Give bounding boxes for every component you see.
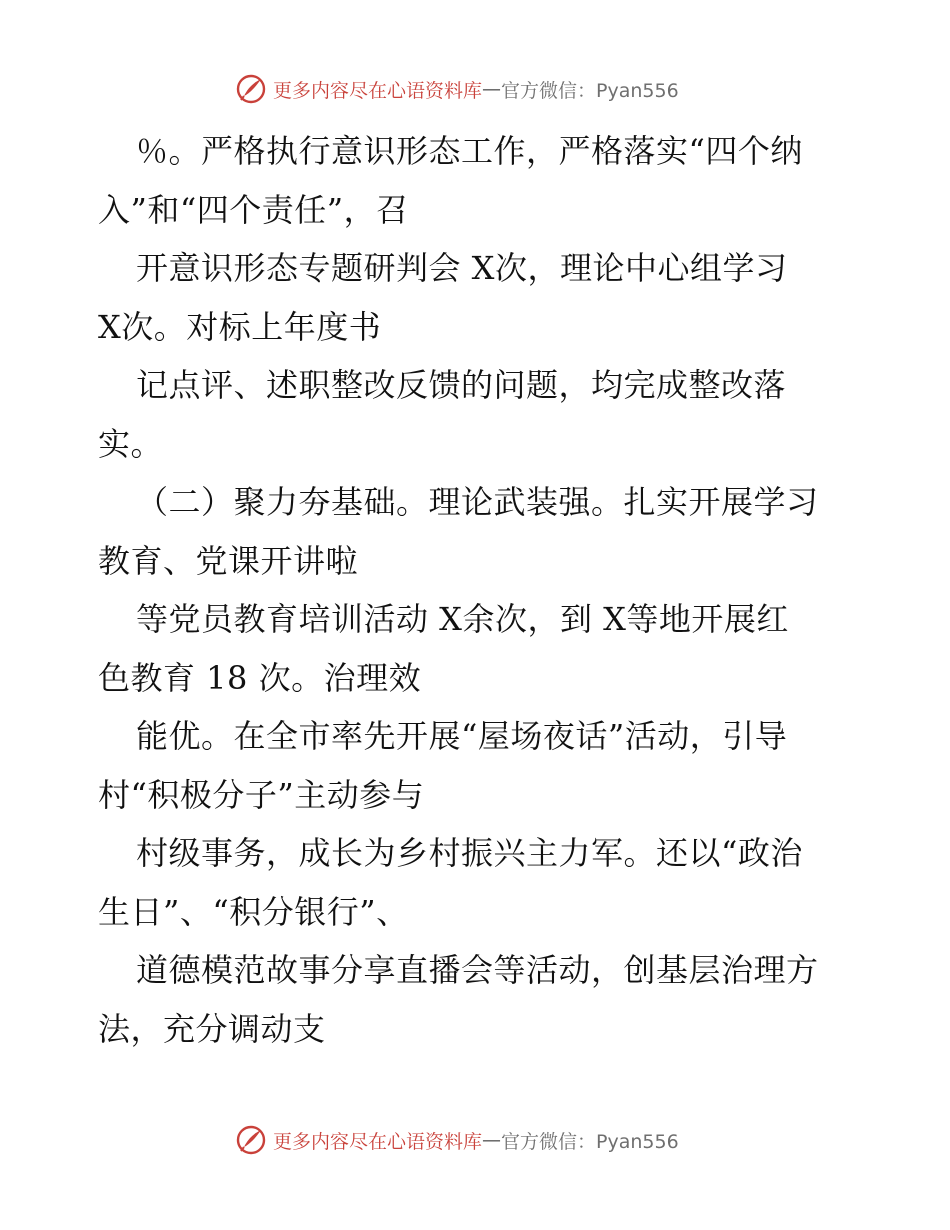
text-line: 入”和“四个责任”，召 <box>98 190 409 229</box>
quill-logo-icon <box>235 73 267 105</box>
text-line: 教育、党课开讲啦 <box>98 541 359 580</box>
watermark-contact: 官方微信：Pyan556 <box>501 1130 679 1153</box>
text-line: 记点评、述职整改反馈的问题，均完成整改落 <box>136 366 787 404</box>
text-line: 等党员教育培训活动 X余次，到 X等地开展红 <box>136 600 789 638</box>
watermark-brand: 更多内容尽在心语资料库 <box>273 1130 483 1153</box>
text-line: 村“积极分子”主动参与 <box>98 775 425 814</box>
quill-logo-icon <box>235 1124 267 1156</box>
text-line: 能优。在全市率先开展“屋场夜话”活动，引导 <box>136 717 788 755</box>
text-line: 开意识形态专题研判会 X次，理论中心组学习 <box>136 249 788 287</box>
footer-watermark <box>235 1123 679 1157</box>
text-line: 色教育 18 次。治理效 <box>98 658 422 697</box>
text-line: 实。 <box>98 424 164 463</box>
watermark-separator: — <box>482 1129 502 1151</box>
text-line: 法，充分调动支 <box>98 1009 326 1048</box>
watermark-contact: 官方微信：Pyan556 <box>501 79 679 102</box>
text-line: 村级事务，成长为乡村振兴主力军。还以“政治 <box>136 834 803 872</box>
document-body <box>98 122 858 1058</box>
text-line: 生日”、“积分银行”、 <box>98 892 409 931</box>
text-line: （二）聚力夯基础。理论武装强。扎实开展学习 <box>136 483 819 521</box>
text-line: X次。对标上年度书 <box>98 307 382 346</box>
text-line: 道德模范故事分享直播会等活动，创基层治理方 <box>136 951 819 989</box>
text-line: ％。严格执行意识形态工作，严格落实“四个纳 <box>136 132 803 170</box>
watermark-brand: 更多内容尽在心语资料库 <box>273 79 483 102</box>
watermark-separator: — <box>482 78 502 100</box>
header-watermark <box>235 72 679 106</box>
